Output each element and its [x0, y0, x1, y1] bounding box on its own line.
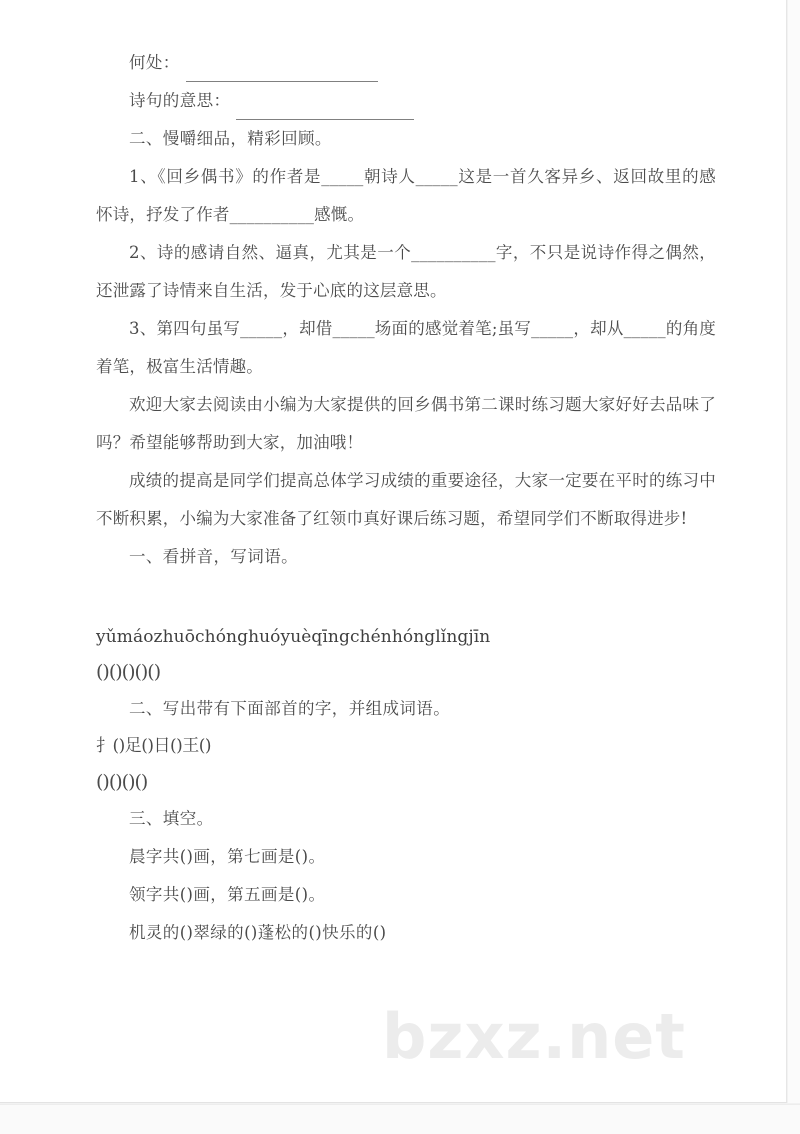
fill-in-line-1: 晨字共()画，第七画是()。: [129, 847, 326, 866]
spacer-before-pinyin: [96, 576, 716, 620]
fill-in-line-3: 机灵的()翠绿的()蓬松的()快乐的(): [129, 923, 387, 942]
question-2: 2、诗的感请自然、逼真，尤其是一个__________字，不只是说诗作得之偶然，还泄露了诗情来自生活，发于心底的这层意思。: [96, 243, 716, 300]
part-two-heading: 二、写出带有下面部首的字，并组成词语。: [129, 699, 451, 718]
meaning-label: 诗句的意思：: [129, 91, 231, 110]
encouragement-paragraph: 成绩的提高是同学们提高总体学习成绩的重要途径，大家一定要在平时的练习中不断积累，小编为大家准备了红领巾真好课后练习题，希望同学们不断取得进步!: [96, 471, 716, 528]
where-answer-rule: [186, 63, 378, 82]
part-one-heading: 一、看拼音，写词语。: [129, 547, 298, 566]
question-3: 3、第四句虽写_____，却借_____场面的感觉着笔;虽写_____，却从_____的角度着笔，极富生活情趣。: [96, 319, 716, 376]
site-watermark: bzxz.net: [382, 1000, 686, 1073]
document-body: [96, 44, 716, 952]
page-right-margin: [788, 0, 800, 1103]
pinyin-answer-boxes: ()()()()(): [96, 661, 161, 683]
radicals-row: 扌()足()日()王(): [96, 736, 212, 756]
section-two-heading: 二、慢嚼细品，精彩回顾。: [129, 129, 332, 148]
welcome-paragraph: 欢迎大家去阅读由小编为大家提供的回乡偶书第二课时练习题大家好好去品味了吗？希望能够帮助到大家，加油哦！: [96, 395, 716, 452]
where-blank-line: [96, 44, 716, 82]
pinyin-row: yǔmáozhuōchónghuóyuèqīngchénhónglǐngjīn: [96, 627, 491, 647]
radicals-answer-boxes: ()()()(): [96, 771, 148, 793]
page-bottom-margin: [0, 1104, 800, 1134]
fill-in-line-2: 领字共()画，第五画是()。: [129, 885, 326, 904]
meaning-blank-line: [96, 82, 716, 120]
meaning-answer-rule: [236, 101, 414, 120]
part-three-heading: 三、填空。: [129, 809, 214, 828]
where-label: 何处：: [129, 53, 180, 72]
question-1: 1、《回乡偶书》的作者是_____朝诗人_____这是一首久客异乡、返回故里的感怀诗，抒发了作者__________感慨。: [96, 167, 716, 224]
